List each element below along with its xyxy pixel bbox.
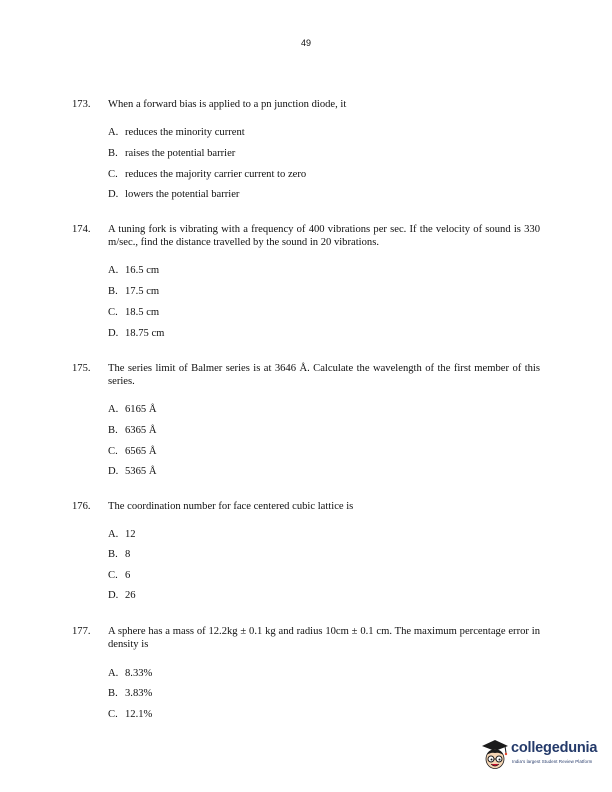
option-text: 17.5 cm bbox=[125, 286, 160, 297]
brand-tagline: India's largest Student Review Platform bbox=[512, 759, 593, 764]
option-letter: C. bbox=[108, 709, 118, 720]
option-b bbox=[108, 424, 157, 437]
option-letter: A. bbox=[108, 668, 119, 679]
question-number: 177. bbox=[72, 626, 91, 637]
option-c bbox=[108, 168, 306, 181]
option-c bbox=[108, 708, 152, 721]
option-d bbox=[108, 589, 136, 602]
option-b bbox=[108, 687, 152, 700]
question-text: A tuning fork is vibrating with a frequency of 400 vibrations per sec. If the velocity of sound is 330 m/sec., find the distance travelled by the sound in 20 vibrations. bbox=[108, 224, 540, 248]
option-letter: B. bbox=[108, 425, 118, 436]
question-number: 173. bbox=[72, 99, 91, 110]
option-d bbox=[108, 465, 157, 478]
option-b bbox=[108, 147, 235, 160]
option-letter: A. bbox=[108, 127, 119, 138]
option-d bbox=[108, 188, 239, 201]
option-a bbox=[108, 528, 136, 541]
option-text: 18.5 cm bbox=[125, 307, 160, 318]
question-number: 176. bbox=[72, 501, 91, 512]
question-text: The series limit of Balmer series is at 3646 Å. Calculate the wavelength of the first member of this series. bbox=[108, 363, 540, 387]
option-text: 18.75 cm bbox=[125, 328, 165, 339]
option-letter: A. bbox=[108, 404, 119, 415]
option-text: 26 bbox=[125, 590, 136, 601]
option-c bbox=[108, 445, 157, 458]
option-letter: A. bbox=[108, 265, 119, 276]
option-text: lowers the potential barrier bbox=[125, 189, 240, 200]
option-text: 8 bbox=[125, 549, 131, 560]
option-letter: C. bbox=[108, 570, 118, 581]
option-b bbox=[108, 548, 130, 561]
question-text: The coordination number for face centered cubic lattice is bbox=[108, 501, 354, 512]
option-text: 6365 Å bbox=[125, 425, 157, 436]
option-text: 8.33% bbox=[125, 668, 153, 679]
option-text: 16.5 cm bbox=[125, 265, 160, 276]
option-letter: D. bbox=[108, 328, 119, 339]
option-c bbox=[108, 569, 130, 582]
option-b bbox=[108, 285, 159, 298]
option-letter: B. bbox=[108, 286, 118, 297]
option-letter: C. bbox=[108, 307, 118, 318]
option-text: 12.1% bbox=[125, 709, 153, 720]
option-text: 5365 Å bbox=[125, 466, 157, 477]
option-letter: D. bbox=[108, 590, 119, 601]
option-letter: B. bbox=[108, 549, 118, 560]
option-letter: A. bbox=[108, 529, 119, 540]
brand-name: collegedunia bbox=[511, 740, 598, 756]
option-a bbox=[108, 667, 152, 680]
option-d bbox=[108, 327, 164, 340]
page-number: 49 bbox=[300, 38, 311, 48]
option-text: reduces the minority current bbox=[125, 127, 245, 138]
option-text: reduces the majority carrier current to zero bbox=[125, 169, 307, 180]
option-text: 12 bbox=[125, 529, 136, 540]
option-letter: D. bbox=[108, 466, 119, 477]
question-text: A sphere has a mass of 12.2kg ± 0.1 kg and radius 10cm ± 0.1 cm. The maximum percentage error in density is bbox=[108, 626, 540, 650]
option-text: raises the potential barrier bbox=[125, 148, 236, 159]
question-number: 174. bbox=[72, 224, 91, 235]
question-number: 175. bbox=[72, 363, 91, 374]
option-letter: B. bbox=[108, 148, 118, 159]
option-letter: B. bbox=[108, 688, 118, 699]
option-a bbox=[108, 264, 159, 277]
option-letter: C. bbox=[108, 169, 118, 180]
option-c bbox=[108, 306, 159, 319]
option-text: 3.83% bbox=[125, 688, 153, 699]
option-letter: D. bbox=[108, 189, 119, 200]
question-text: When a forward bias is applied to a pn junction diode, it bbox=[108, 99, 347, 110]
option-text: 6165 Å bbox=[125, 404, 157, 415]
option-a bbox=[108, 126, 245, 139]
collegedunia-logo bbox=[480, 738, 600, 778]
option-text: 6565 Å bbox=[125, 446, 157, 457]
option-text: 6 bbox=[125, 570, 131, 581]
option-a bbox=[108, 403, 157, 416]
option-letter: C. bbox=[108, 446, 118, 457]
graduate-mascot-icon bbox=[480, 738, 510, 772]
